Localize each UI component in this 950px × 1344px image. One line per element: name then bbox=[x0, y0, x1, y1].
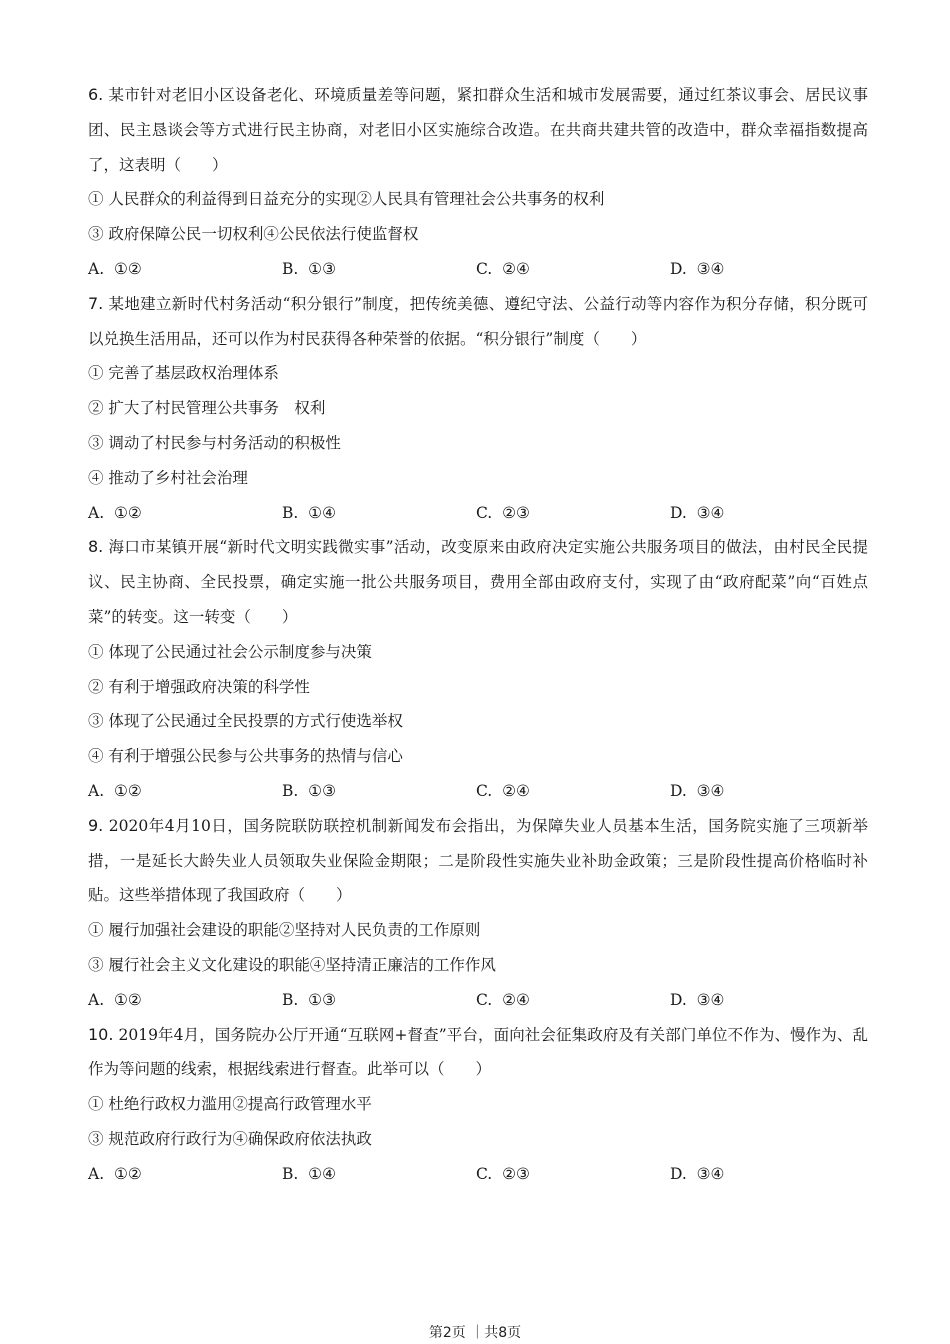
answer-choices bbox=[88, 1157, 868, 1192]
choice-c[interactable]: C. ②④ bbox=[476, 990, 530, 1009]
choice-a[interactable]: A. ①② bbox=[88, 503, 142, 522]
choice-c[interactable]: C. ②③ bbox=[476, 503, 530, 522]
option-line: ④ 推动了乡村社会治理 bbox=[88, 468, 248, 487]
option-line: ① 完善了基层政权治理体系 bbox=[88, 364, 279, 383]
choice-d[interactable]: D. ③④ bbox=[670, 259, 725, 278]
question-6 bbox=[88, 78, 868, 287]
question-stem: 2019年4月，国务院办公厅开通“互联网+督查”平台，面向社会征集政府及有关部门单位不作为、慢作为、乱作为等问题的线索，根据线索进行督查。此举可以（ ） bbox=[88, 1025, 868, 1079]
question-number: 6. bbox=[88, 85, 104, 104]
option-line: ① 履行加强社会建设的职能②坚持对人民负责的工作原则 bbox=[88, 921, 481, 940]
answer-choices bbox=[88, 774, 868, 809]
choice-d[interactable]: D. ③④ bbox=[670, 503, 725, 522]
option-line: ① 体现了公民通过社会公示制度参与决策 bbox=[88, 642, 372, 661]
question-stem: 2020年4月10日，国务院联防联控机制新闻发布会指出，为保障失业人员基本生活，国务院实施了三项新举措，一是延长大龄失业人员领取失业保险金期限；二是阶段性实施失业补助金政策；三是阶段性提高价格临时补贴。这些举措体现了我国政府（ ） bbox=[88, 816, 868, 905]
option-line: ① 人民群众的利益得到日益充分的实现②人民具有管理社会公共事务的权利 bbox=[88, 190, 605, 209]
question-number: 10. bbox=[88, 1024, 114, 1044]
question-stem: 某地建立新时代村务活动“积分银行”制度，把传统美德、遵纪守法、公益行动等内容作为积分存储，积分既可以兑换生活用品，还可以作为村民获得各种荣誉的依据。“积分银行”制度（ ） bbox=[88, 294, 868, 348]
choice-c[interactable]: C. ②④ bbox=[476, 259, 530, 278]
choice-c[interactable]: C. ②④ bbox=[476, 781, 530, 800]
question-number: 7. bbox=[88, 293, 104, 313]
option-line: ③ 履行社会主义文化建设的职能④坚持清正廉洁的工作作风 bbox=[88, 955, 496, 974]
option-line: ③ 规范政府行政行为④确保政府依法执政 bbox=[88, 1129, 372, 1148]
choice-c[interactable]: C. ②③ bbox=[476, 1164, 530, 1183]
choice-a[interactable]: A. ①② bbox=[88, 259, 142, 278]
option-line: ③ 政府保障公民一切权利④公民依法行使监督权 bbox=[88, 225, 419, 244]
answer-choices bbox=[88, 252, 868, 287]
option-line: ③ 调动了村民参与村务活动的积极性 bbox=[88, 433, 341, 452]
choice-b[interactable]: B. ①④ bbox=[282, 1164, 336, 1183]
question-9 bbox=[88, 809, 868, 1018]
choice-d[interactable]: D. ③④ bbox=[670, 990, 725, 1009]
choice-a[interactable]: A. ①② bbox=[88, 1164, 142, 1183]
choice-d[interactable]: D. ③④ bbox=[670, 1164, 725, 1183]
question-8 bbox=[88, 530, 868, 808]
question-stem: 海口市某镇开展“新时代文明实践微实事”活动，改变原来由政府决定实施公共服务项目的做法，由村民全民提议、民主协商、全民投票，确定实施一批公共服务项目，费用全部由政府支付，实现了由“政府配菜”向“百姓点菜”的转变。这一转变（ ） bbox=[88, 538, 868, 626]
choice-b[interactable]: B. ①③ bbox=[282, 990, 336, 1009]
choice-a[interactable]: A. ①② bbox=[88, 990, 142, 1009]
choice-a[interactable]: A. ①② bbox=[88, 781, 142, 800]
exam-page bbox=[88, 78, 868, 1192]
question-number: 9. bbox=[88, 815, 104, 835]
choice-b[interactable]: B. ①③ bbox=[282, 259, 336, 278]
question-number: 8. bbox=[88, 537, 104, 557]
answer-choices bbox=[88, 983, 868, 1018]
option-line: ④ 有利于增强公民参与公共事务的热情与信心 bbox=[88, 747, 403, 766]
option-line: ③ 体现了公民通过全民投票的方式行使选举权 bbox=[88, 712, 403, 731]
choice-d[interactable]: D. ③④ bbox=[670, 781, 725, 800]
question-stem: 某市针对老旧小区设备老化、环境质量差等问题，紧扣群众生活和城市发展需要，通过红茶议事会、居民议事团、民主恳谈会等方式进行民主协商，对老旧小区实施综合改造。在共商共建共管的改造中，群众幸福指数提高了，这表明（ ） bbox=[88, 86, 868, 174]
answer-choices bbox=[88, 496, 868, 531]
option-line: ① 杜绝行政权力滥用②提高行政管理水平 bbox=[88, 1095, 372, 1114]
page-footer: 第2页 ｜共8页 bbox=[428, 1325, 522, 1341]
choice-b[interactable]: B. ①④ bbox=[282, 503, 336, 522]
option-line: ② 扩大了村民管理公共事务 权利 bbox=[88, 399, 326, 418]
option-line: ② 有利于增强政府决策的科学性 bbox=[88, 677, 310, 696]
question-7 bbox=[88, 287, 868, 531]
question-10 bbox=[88, 1018, 868, 1192]
choice-b[interactable]: B. ①③ bbox=[282, 781, 336, 800]
